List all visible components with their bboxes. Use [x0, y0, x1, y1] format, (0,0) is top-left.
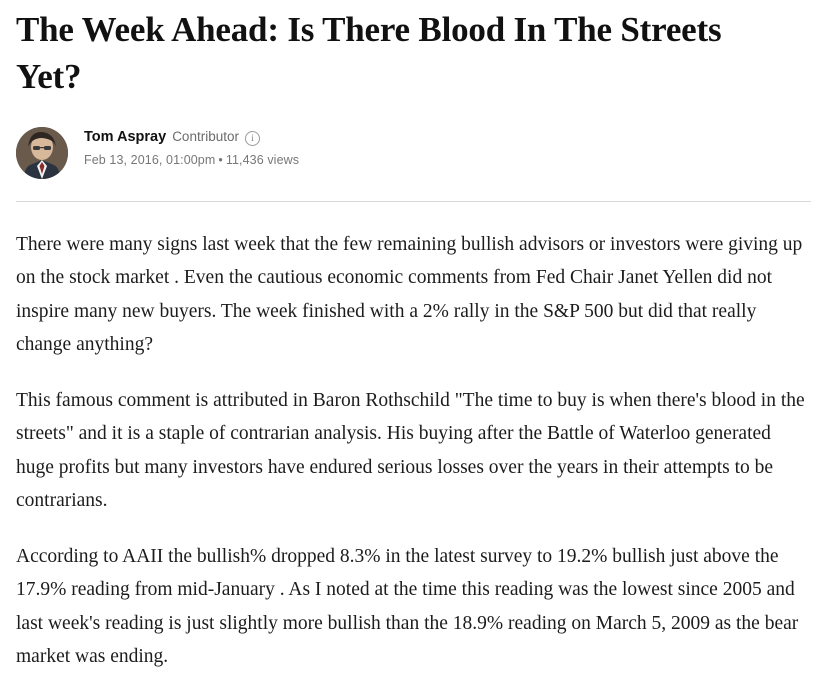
byline-text — [84, 127, 299, 167]
paragraph: According to AAII the bullish% dropped 8.3% in the latest survey to 19.2% bullish just above the 17.9% reading from mid-January . As I noted at the time this reading was the lowest since 2005 and last week's reading is just slightly more bullish than the 18.9% reading on March 5, 2009 as the bear market was ending. — [16, 545, 799, 668]
byline-meta-row — [84, 153, 299, 167]
view-count: 11,436 views — [225, 152, 300, 167]
article-body — [16, 228, 811, 674]
contributor-label: Contributor — [172, 129, 239, 145]
avatar[interactable] — [16, 127, 68, 179]
paragraph: This famous comment is attributed in Baron Rothschild "The time to buy is when there's blood in the streets" and it is a staple of contrarian analysis. His buying after the Battle of Waterloo generated huge profits but many investors have endured serious losses over the years in their attempts to be contrarians. — [16, 389, 805, 512]
page-title: The Week Ahead: Is There Blood In The Streets Yet? — [16, 10, 722, 97]
info-icon[interactable]: i — [245, 131, 260, 146]
byline-author-row — [84, 129, 299, 146]
publish-date: Feb 13, 2016, 01:00pm — [84, 152, 216, 167]
paragraph: There were many signs last week that the few remaining bullish advisors or investors were giving up on the stock market . Even the cautious economic comments from Fed Chair Janet Yellen did not inspire many new buyers. The week finished with a 2% rally in the S&P 500 but did that really change anything? — [16, 233, 803, 356]
meta-separator: • — [218, 152, 223, 167]
author-name[interactable]: Tom Aspray — [84, 128, 167, 145]
byline — [16, 127, 811, 202]
article-page — [0, 6, 827, 668]
